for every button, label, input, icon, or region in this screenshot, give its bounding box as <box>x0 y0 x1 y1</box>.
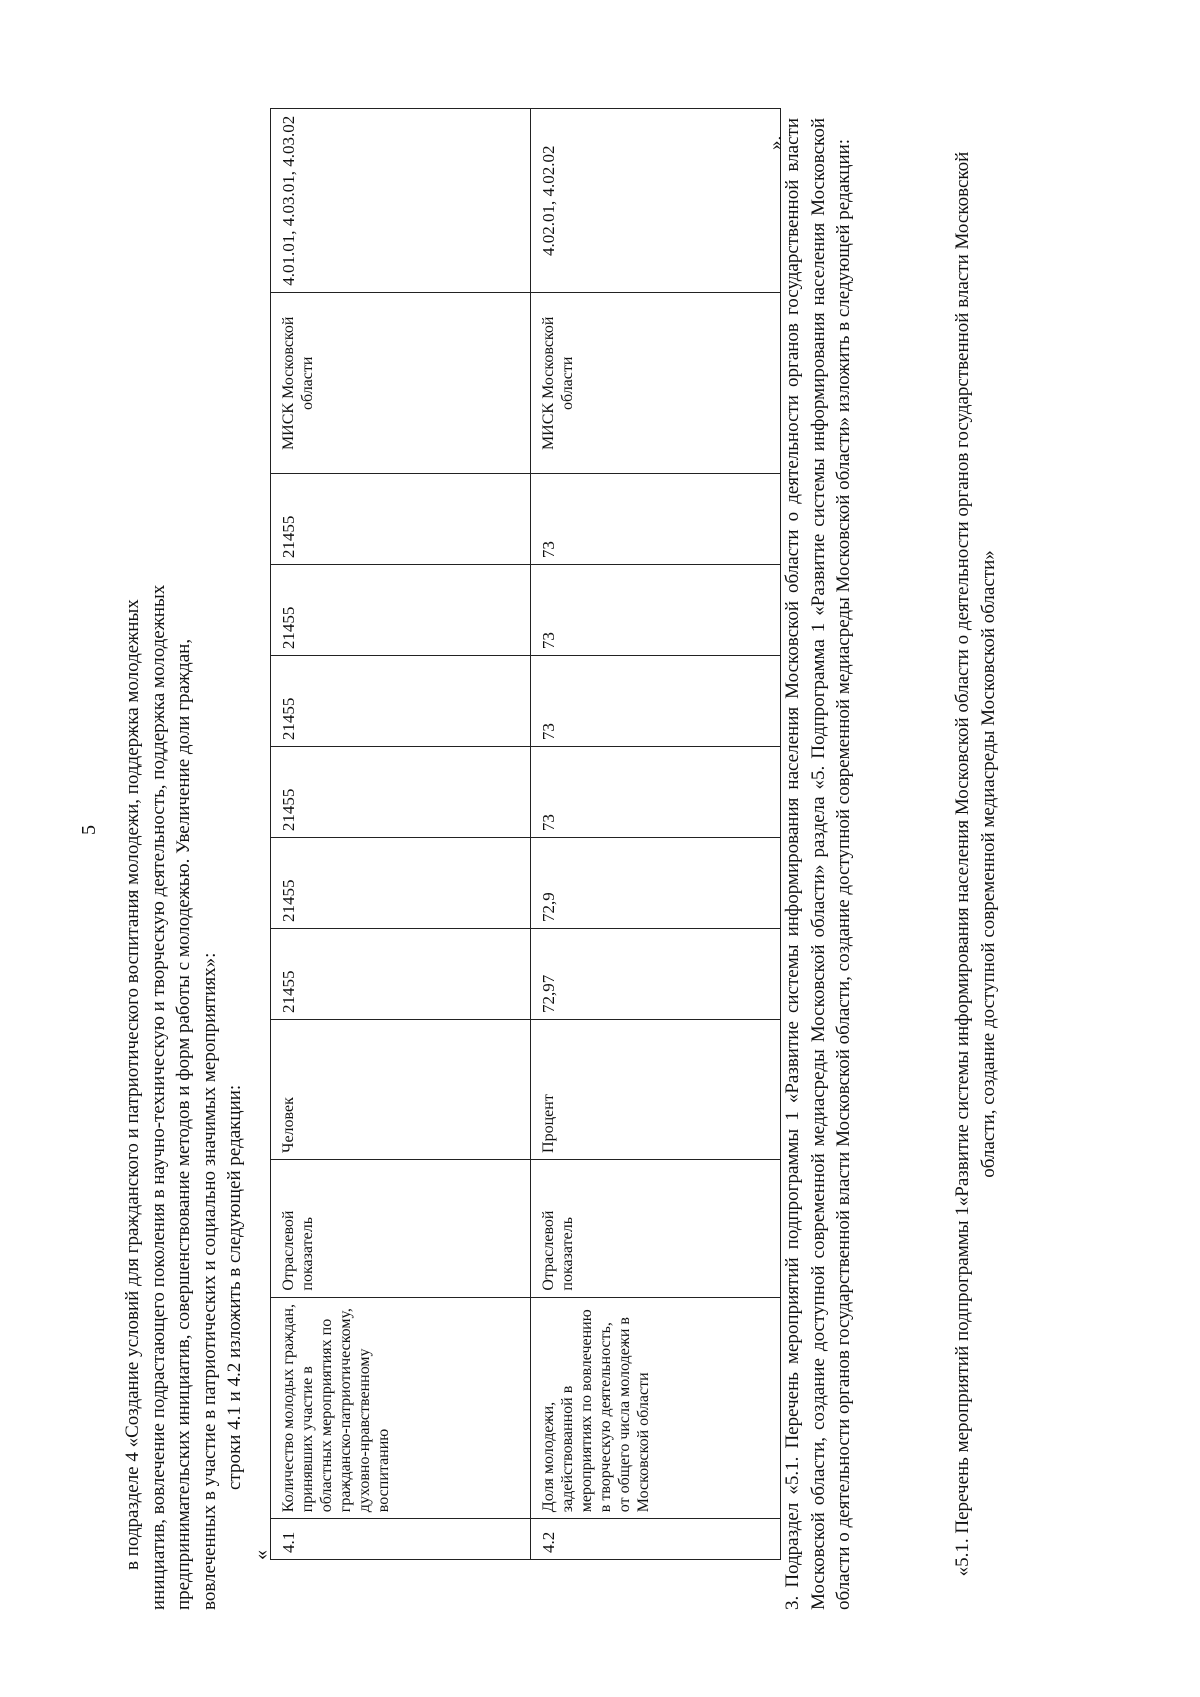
value-cell: 73 <box>531 656 781 747</box>
row-number: 4.2 <box>531 1519 781 1560</box>
value-cell: 73 <box>531 474 781 565</box>
activity-codes: 4.01.01, 4.03.01, 4.03.02 <box>271 109 531 293</box>
responsible-body: МИСК Московской области <box>531 293 781 474</box>
intro-line-4: вовлеченных в участие в патриотических и социально значимых мероприятиях»: <box>198 952 220 1610</box>
intro-line-2: инициатив, вовлечение подрастающего поколения в научно-техническую и творческую деятельность, поддержка молодежных <box>147 584 169 1610</box>
value-cell: 21455 <box>271 474 531 565</box>
indicator-type: Отраслевой показатель <box>531 1159 781 1297</box>
section-heading-5-1: «5.1. Перечень мероприятий подпрограммы 1«Развитие системы информирования населения Московской области о деятельности органов государственной власти Московской области, создание доступной современной медиасреды Московской области» <box>952 151 999 1577</box>
table-row <box>531 109 781 1560</box>
value-cell: 72,9 <box>531 838 781 929</box>
row-number: 4.1 <box>271 1519 531 1560</box>
paragraph-3: 3. Подраздел «5.1. Перечень мероприятий подпрограммы 1 «Развитие системы информирования населения Московской области о деятельности органов государственной власти Московской области, создание доступной современной медиасреды Московской области» раздела «5. Подпрограмма 1 «Развитие системы информирования населения Московской области о деятельности органов государственной власти Московской области, создание доступной современной медиасреды Московской области» изложить в следующей редакции: <box>782 118 854 1610</box>
rotated-page-content <box>110 110 1070 1610</box>
value-cell: 73 <box>531 747 781 838</box>
intro-line-1: в подразделе 4 «Создание условий для гражданского и патриотического воспитания молодежи, поддержка молодежных <box>122 599 143 1570</box>
intro-paragraph <box>120 120 248 1610</box>
unit-of-measure: Человек <box>271 1020 531 1160</box>
intro-line-5: строки 4.1 и 4.2 изложить в следующей редакции: <box>224 1084 245 1490</box>
indicators-table <box>270 108 781 1560</box>
unit-of-measure: Процент <box>531 1020 781 1160</box>
responsible-body: МИСК Московской области <box>271 293 531 474</box>
close-quote: ». <box>765 135 786 150</box>
value-cell: 21455 <box>271 565 531 656</box>
activity-codes: 4.02.01, 4.02.02 <box>531 109 781 293</box>
table-row <box>271 109 531 1560</box>
value-cell: 21455 <box>271 747 531 838</box>
value-cell: 21455 <box>271 838 531 929</box>
open-quote: « <box>250 1550 272 1560</box>
indicator-name: Количество молодых граждан, принявших участие в областных мероприятиях по гражданско-патриотическому, духовно-нравственному воспитанию <box>271 1297 531 1519</box>
indicator-type: Отраслевой показатель <box>271 1159 531 1297</box>
indicator-name: Доля молодежи, задействованной в мероприятиях по вовлечению в творческую деятельность, от общего числа молодежи в Московской области <box>531 1297 781 1519</box>
page-number: 5 <box>78 825 100 835</box>
value-cell: 72,97 <box>531 929 781 1020</box>
value-cell: 21455 <box>271 929 531 1020</box>
intro-line-3: предпринимательских инициатив, совершенствование методов и форм работы с молодежью. Увеличение доли граждан, <box>173 638 194 1610</box>
value-cell: 73 <box>531 565 781 656</box>
value-cell: 21455 <box>271 656 531 747</box>
